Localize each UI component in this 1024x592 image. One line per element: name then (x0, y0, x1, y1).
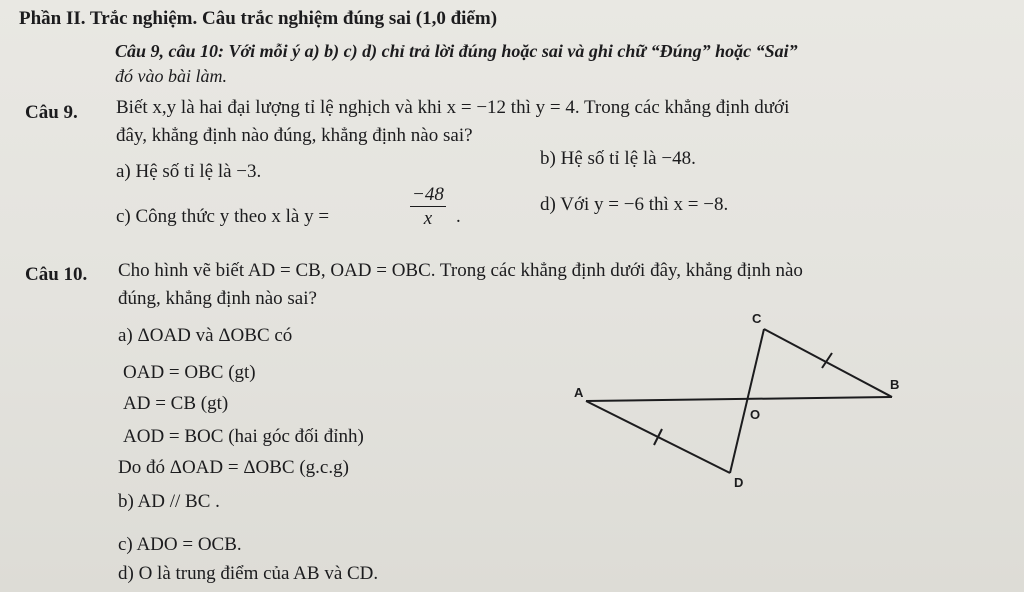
question-10-option-a-step-2: AD = CB (gt) (123, 393, 229, 414)
question-10-option-b: b) AD // BC . (118, 491, 220, 512)
tick-mark-ad (654, 429, 662, 445)
question-9-option-c: c) Công thức y theo x là y = (116, 206, 330, 227)
instruction-line-1: Câu 9, câu 10: Với mỗi ý a) b) c) d) chỉ trả lời đúng hoặc sai và ghi chữ “Đúng” hoặc “Sai” (115, 41, 798, 61)
question-9-option-c-period: . (456, 206, 461, 227)
question-10-option-a-step-4: Do đó ΔOAD = ΔOBC (g.c.g) (118, 457, 349, 478)
question-10-option-c: c) ADO = OCB. (118, 534, 242, 555)
question-10-option-d: d) O là trung điểm của AB và CD. (118, 563, 379, 584)
question-10-stem-line-1: Cho hình vẽ biết AD = CB, OAD = OBC. Trong các khẳng định dưới đây, khẳng định nào (118, 260, 803, 281)
question-9-option-d: d) Với y = −6 thì x = −8. (540, 194, 729, 215)
segment-ab (586, 397, 892, 401)
question-10-stem-line-2: đúng, khẳng định nào sai? (118, 288, 317, 309)
question-9-label: Câu 9. (25, 102, 78, 123)
segment-cb (764, 329, 892, 397)
question-10-option-a-intro: a) ΔOAD và ΔOBC có (118, 325, 293, 346)
question-9-option-b: b) Hệ số tỉ lệ là −48. (540, 148, 696, 169)
geometry-figure (570, 305, 910, 495)
section-title: Phần II. Trắc nghiệm. Câu trắc nghiệm đúng sai (1,0 điểm) (19, 8, 498, 29)
question-10-option-a-step-3: AOD = BOC (hai góc đối đỉnh) (123, 426, 364, 447)
question-10-option-a-step-1: OAD = OBC (gt) (123, 362, 256, 383)
instruction-line-2: đó vào bài làm. (115, 66, 227, 86)
point-label-b: B (890, 377, 900, 392)
fraction-denominator: x (423, 208, 433, 229)
point-label-d: D (734, 475, 744, 490)
question-10-label: Câu 10. (25, 264, 88, 285)
segment-cd (730, 329, 764, 473)
question-9-stem-line-1: Biết x,y là hai đại lượng tỉ lệ nghịch và khi x = −12 thì y = 4. Trong các khẳng định dưới (116, 97, 790, 118)
fraction-numerator: −48 (412, 184, 444, 205)
question-9-option-c-fraction (410, 184, 446, 231)
point-label-c: C (752, 311, 762, 326)
point-label-a: A (574, 385, 584, 400)
question-9-option-a: a) Hệ số tỉ lệ là −3. (116, 161, 262, 182)
question-9-stem-line-2: đây, khẳng định nào đúng, khẳng định nào sai? (116, 125, 473, 146)
point-label-o: O (750, 407, 761, 422)
